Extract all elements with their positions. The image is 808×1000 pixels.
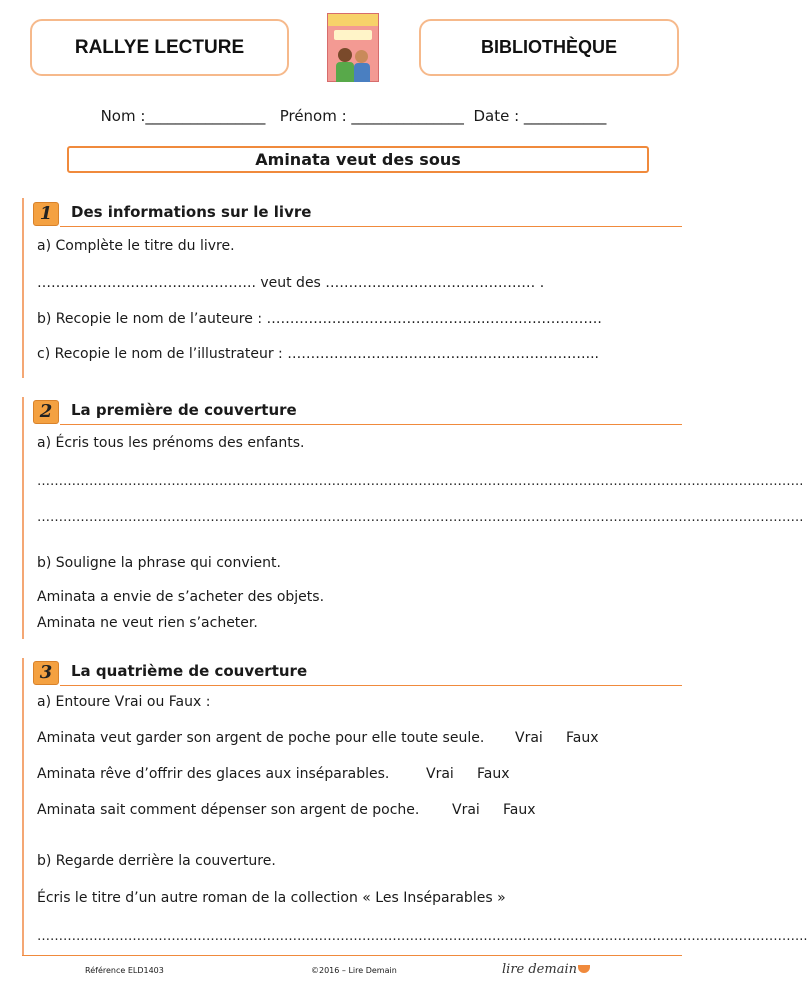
book-title: Aminata veut des sous — [67, 146, 649, 173]
s3-question-a: a) Entoure Vrai ou Faux : — [37, 694, 211, 710]
section-2-number: 2 — [33, 400, 59, 424]
section-1-underline — [60, 226, 682, 227]
section-2-title: La première de couverture — [71, 401, 297, 419]
footer-copyright: ©2016 – Lire Demain — [311, 966, 397, 975]
s2-option-2[interactable]: Aminata ne veut rien s’acheter. — [37, 615, 258, 631]
header-left-title: RALLYE LECTURE — [30, 19, 289, 76]
book-cover-image — [327, 13, 379, 82]
s2-option-1[interactable]: Aminata a envie de s’acheter des objets. — [37, 589, 325, 605]
lire-demain-logo — [502, 962, 590, 977]
s3-statement-2-faux[interactable]: Faux — [477, 766, 510, 782]
section-1-title: Des informations sur le livre — [71, 203, 312, 221]
s2-question-b: b) Souligne la phrase qui convient. — [37, 555, 281, 571]
s2-question-a: a) Écris tous les prénoms des enfants. — [37, 435, 305, 451]
s1-question-a: a) Complète le titre du livre. — [37, 238, 235, 254]
footer-rule — [22, 955, 682, 956]
s3-statement-1-vrai[interactable]: Vrai — [515, 730, 543, 746]
section-2-underline — [60, 424, 682, 425]
section-3-number: 3 — [33, 661, 59, 685]
s1-fill-title[interactable]: ……………………………………….. veut des ……………………………………… . — [37, 275, 545, 291]
section-2-margin-rule — [22, 397, 24, 639]
s3-statement-1: Aminata veut garder son argent de poche pour elle toute seule. — [37, 730, 485, 746]
footer-reference: Référence ELD1403 — [85, 966, 164, 975]
student-info-line: Nom :________________ Prénom : _______________ Date : ___________ — [100, 107, 607, 125]
s3-statement-2-vrai[interactable]: Vrai — [426, 766, 454, 782]
section-1-number: 1 — [33, 202, 59, 226]
s1-question-b[interactable]: b) Recopie le nom de l’auteure : ………………………………………..……………………. — [37, 311, 602, 327]
section-3-title: La quatrième de couverture — [71, 662, 308, 680]
header-right-title: BIBLIOTHÈQUE — [419, 19, 679, 76]
s3-statement-3-vrai[interactable]: Vrai — [452, 802, 480, 818]
section-1-margin-rule — [22, 198, 24, 378]
s3-question-b-instruction: Écris le titre d’un autre roman de la collection « Les Inséparables » — [37, 890, 506, 906]
s3-statement-2: Aminata rêve d’offrir des glaces aux inséparables. — [37, 766, 390, 782]
s3-statement-1-faux[interactable]: Faux — [566, 730, 599, 746]
logo-text: lire demain — [502, 962, 577, 977]
logo-mark-icon — [578, 965, 590, 973]
s2-answer-line-2[interactable]: …………………………………………………………………………………………………………………………………………..………………. — [37, 510, 804, 525]
section-3-margin-rule — [22, 658, 24, 955]
s1-question-c[interactable]: c) Recopie le nom de l’illustrateur : ………………………………….……………………... — [37, 346, 600, 362]
s3-answer-line[interactable]: …………………………………………………………………………………………………………………………………………..……………….. — [37, 929, 808, 944]
s3-statement-3: Aminata sait comment dépenser son argent de poche. — [37, 802, 420, 818]
s3-question-b: b) Regarde derrière la couverture. — [37, 853, 276, 869]
s2-answer-line-1[interactable]: …………………………………………………………………………………………………………………………………………..………………. — [37, 474, 804, 489]
section-3-underline — [60, 685, 682, 686]
s3-statement-3-faux[interactable]: Faux — [503, 802, 536, 818]
